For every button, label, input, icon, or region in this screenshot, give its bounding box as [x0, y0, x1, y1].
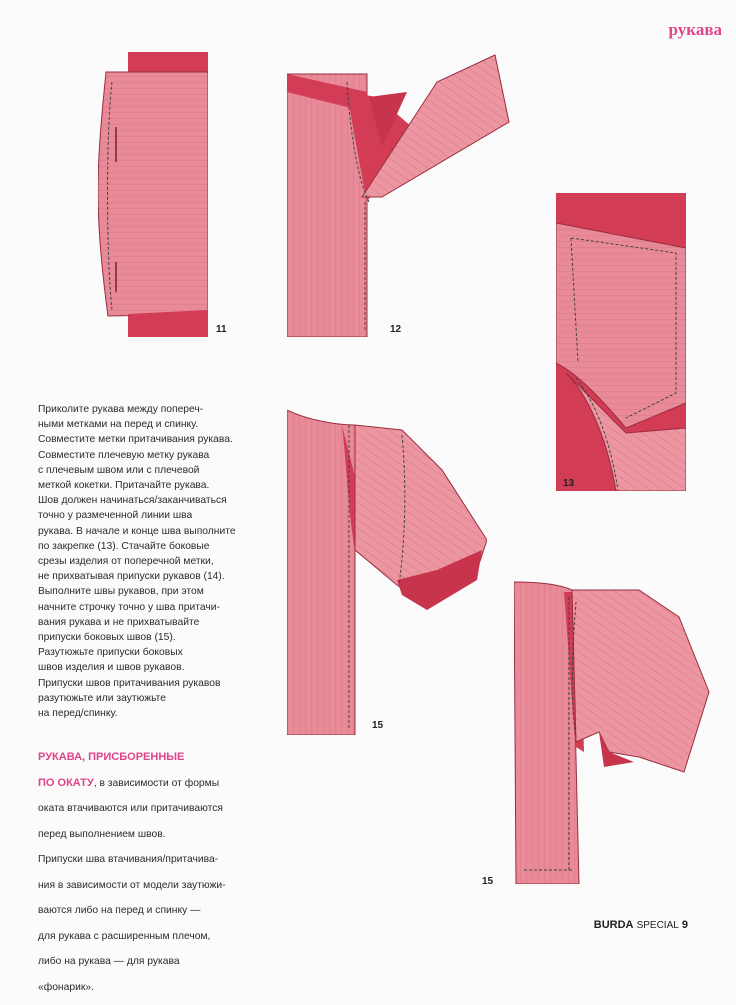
instruction-line: на перед/спинку. [38, 708, 118, 720]
brand-name: BURDA [593, 919, 634, 931]
instruction-line: ными метками на перед и спинку. [38, 419, 199, 431]
section-gathered-sleeves [38, 740, 248, 1005]
brand-special: SPECIAL [636, 920, 679, 931]
figure-number: 11 [216, 324, 227, 335]
section-line: перед выполнением швов. [38, 828, 166, 840]
instruction-line: точно у размеченной линии шва [38, 510, 193, 522]
instruction-line: вания рукава и не прихватывайте [38, 616, 200, 628]
instruction-line: Приколите рукава между попереч- [38, 404, 204, 415]
section-heading: РУКАВА, ПРИСБОРЕННЫЕ [38, 751, 185, 764]
instruction-line: Шов должен начинаться/заканчиваться [38, 495, 227, 507]
figure-number: 12 [390, 324, 402, 335]
instruction-line: меткой кокетки. Притачайте рукава. [38, 480, 210, 492]
instruction-line: с плечевым швом или с плечевой [38, 464, 200, 476]
instruction-line: по закрепке (13). Стачайте боковые [38, 540, 210, 552]
section-heading-cont: ПО ОКАТУ [38, 776, 94, 789]
section-title: рукава [668, 20, 722, 39]
illustration-sleeve-seam [287, 410, 487, 735]
figure-12 [287, 52, 512, 337]
illustration-sleeve-pinned [98, 52, 208, 337]
instruction-line: Выполните швы рукавов, при этом [38, 586, 204, 598]
illustration-bartack-detail [556, 193, 686, 491]
figure-number: 13 [563, 478, 575, 489]
section-first-line: , в зависимости от формы [93, 777, 220, 789]
figure-number: 15 [482, 876, 494, 887]
section-text [38, 801, 248, 995]
figure-13 [556, 193, 686, 491]
instruction-line: срезы изделия от поперечной метки, [38, 556, 214, 568]
section-line: для рукава с расширенным плечом, [38, 930, 211, 942]
section-line: Припуски шва втачивания/притачива- [38, 854, 219, 866]
section-line: ния в зависимости от модели заутюжи- [38, 879, 226, 891]
figure-15-upper [287, 410, 487, 735]
page-number: 9 [681, 919, 688, 931]
instruction-line: Совместите плечевую метку рукава [38, 449, 210, 461]
figure-11 [98, 52, 208, 337]
figure-15-lower [514, 572, 714, 884]
section-line: оката втачиваются или притачиваются [38, 803, 223, 815]
page-footer [594, 919, 688, 931]
instruction-line: припуски боковых швов (15). [38, 632, 176, 644]
instruction-line: Припуски швов притачивания рукавов [38, 677, 221, 689]
instruction-line: начните строчку точно у шва притачи- [38, 601, 220, 613]
instruction-line: разутюжьте или заутюжьте [38, 692, 167, 704]
instruction-line: рукава. В начале и конце шва выполните [38, 525, 236, 537]
figure-number: 15 [372, 720, 384, 731]
instructions-text [38, 402, 238, 721]
instruction-line: Совместите метки притачивания рукава. [38, 434, 233, 446]
illustration-sleeve-seam-pressed [514, 572, 714, 884]
instruction-line: швов изделия и швов рукавов. [38, 662, 185, 674]
instruction-line: Разутюжьте припуски боковых [38, 647, 183, 659]
illustration-sleeve-armhole [287, 52, 512, 337]
section-line: либо на рукава — для рукава [38, 956, 180, 968]
instruction-line: не прихватывая припуски рукавов (14). [38, 571, 225, 583]
section-line: ваются либо на перед и спинку — [38, 905, 201, 917]
section-line: «фонарик». [38, 981, 94, 993]
